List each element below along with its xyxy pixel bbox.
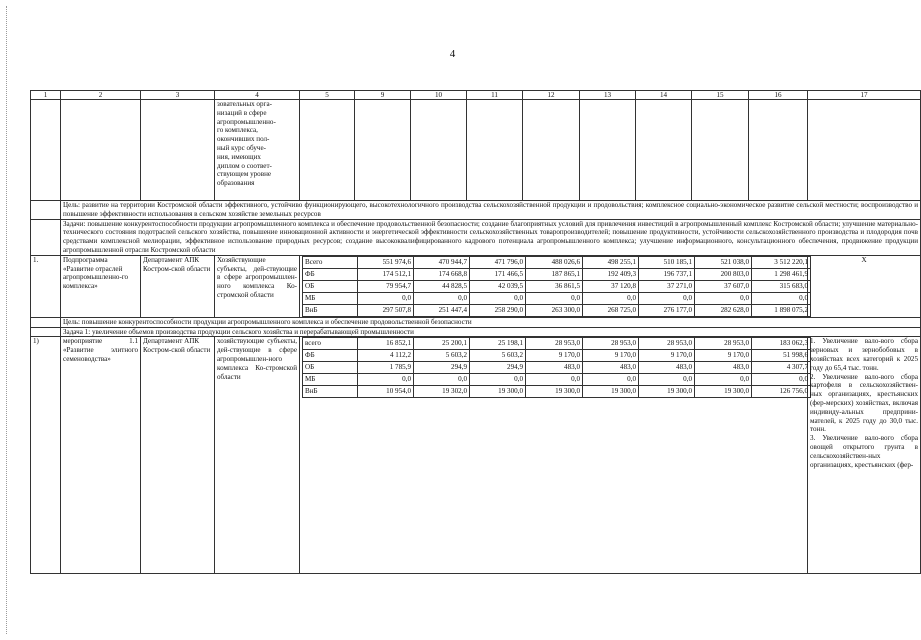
column-number: 13 — [580, 91, 636, 100]
funding-row — [303, 256, 811, 268]
measure-row — [31, 337, 921, 574]
funding-value: 1 785,9 — [358, 362, 414, 374]
funding-value: 551 974,6 — [358, 256, 414, 268]
funding-value: 0,0 — [526, 374, 583, 386]
funding-value: 0,0 — [358, 374, 414, 386]
funding-value: 470 944,7 — [414, 256, 470, 268]
funding-value: 28 953,0 — [583, 338, 639, 350]
funding-value: 294,9 — [470, 362, 526, 374]
subprogram-participants: Хозяйствующие субъекты, дей-ствующие в сфере агропромышлен-ного комплекса Ко-стромской области — [215, 255, 300, 317]
measure-funding-cell — [300, 337, 808, 574]
funding-value: 297 507,8 — [358, 304, 414, 316]
funding-value: 192 409,3 — [583, 268, 639, 280]
funding-value: 183 062,3 — [752, 338, 811, 350]
continued-row — [31, 100, 921, 201]
funding-value: 268 725,0 — [583, 304, 639, 316]
funding-row — [303, 292, 811, 304]
funding-value: 19 300,0 — [639, 386, 695, 398]
tasks-row — [31, 219, 921, 255]
funding-value: 174 512,1 — [358, 268, 414, 280]
funding-value: 276 177,0 — [639, 304, 695, 316]
funding-value: 174 668,8 — [414, 268, 470, 280]
column-number: 16 — [749, 91, 808, 100]
funding-value: 25 200,1 — [414, 338, 470, 350]
funding-value: 19 300,0 — [583, 386, 639, 398]
measure-name: мероприятие 1.1 «Развитие элитного семеноводства» — [61, 337, 141, 574]
funding-source: МБ — [303, 292, 358, 304]
funding-value: 263 300,0 — [526, 304, 583, 316]
funding-value: 5 603,2 — [470, 350, 526, 362]
funding-value: 0,0 — [639, 374, 695, 386]
goal-text: Цель: развитие на территории Костромской области эффективного, устойчиво функционирующего, высокотехнологичного производства сельскохозяйственной продукции и продовольствия; комплексное социально-экономическое развитие сельской местности; воспроизводство и повышение эффективности использования в сельском хозяйстве земельных ресурсов — [61, 201, 921, 220]
column-number: 15 — [692, 91, 749, 100]
funding-source: ФБ — [303, 268, 358, 280]
funding-value: 0,0 — [583, 374, 639, 386]
funding-value: 0,0 — [470, 292, 526, 304]
funding-row — [303, 350, 811, 362]
funding-value: 28 953,0 — [526, 338, 583, 350]
measure-participants: хозяйствующие субъекты, дей-ствующие в сфере агропромышлен-ного комплекса Ко-стромской области — [215, 337, 300, 574]
column-number: 3 — [141, 91, 215, 100]
funding-value: 0,0 — [414, 292, 470, 304]
goal2-row — [31, 317, 921, 327]
scan-edge-line — [6, 6, 7, 634]
funding-value: 488 026,6 — [526, 256, 583, 268]
funding-value: 37 120,8 — [583, 280, 639, 292]
goal-row — [31, 201, 921, 220]
funding-value: 42 039,5 — [470, 280, 526, 292]
funding-value: 16 852,1 — [358, 338, 414, 350]
funding-value: 10 954,0 — [358, 386, 414, 398]
continued-participants-cell: зовательных орга- низаций в сфере агропромышленно- го комплекса, окончивших пол- ный курс обучe- ния, имеющих диплом о соответ- ствующем уровне образования — [215, 100, 300, 201]
funding-source: Всего — [303, 256, 358, 268]
funding-value: 5 603,2 — [414, 350, 470, 362]
funding-source: ФБ — [303, 350, 358, 362]
funding-source: ОБ — [303, 362, 358, 374]
funding-value: 1 898 075,2 — [752, 304, 811, 316]
funding-value: 25 198,1 — [470, 338, 526, 350]
funding-row — [303, 304, 811, 316]
program-table — [30, 90, 921, 574]
funding-value: 200 803,0 — [695, 268, 752, 280]
measure-results: 1. Увеличение вало-вого сбора зерновых и зернобобовых в хозяйствах всех категорий к 2025 году до 65,4 тыс. тонн. 2. Увеличение вало-вого сбора картофеля в сельскохозяйствен-ных организациях, крестьянских (фер-мерских) хозяйствах, включая индивиду-альных предприни-мателей, к 2025 году до 30,0 тыс. тонн. 3. Увеличение вало-вого сбора овощей открытого грунта в сельскохозяйствен-ных организациях, крестьянских (фер- — [808, 337, 921, 574]
funding-value: 44 828,5 — [414, 280, 470, 292]
funding-value: 483,0 — [639, 362, 695, 374]
column-number: 17 — [808, 91, 921, 100]
funding-value: 37 271,0 — [639, 280, 695, 292]
column-number-row — [31, 91, 921, 100]
funding-value: 483,0 — [583, 362, 639, 374]
column-number: 11 — [467, 91, 523, 100]
subprogram-name: Подпрограмма «Развитие отраслей агропромышленно-го комплекса» — [61, 255, 141, 317]
funding-value: 171 466,5 — [470, 268, 526, 280]
column-number: 5 — [300, 91, 355, 100]
funding-source: ВнБ — [303, 386, 358, 398]
funding-value: 187 865,1 — [526, 268, 583, 280]
funding-value: 1 298 461,9 — [752, 268, 811, 280]
funding-value: 521 038,0 — [695, 256, 752, 268]
task1-text: Задача 1: увеличение объемов производства продукции сельского хозяйства и перерабатывающей промышленности — [61, 327, 921, 337]
funding-value: 483,0 — [695, 362, 752, 374]
funding-source: всего — [303, 338, 358, 350]
subprogram-row — [31, 255, 921, 317]
funding-value: 0,0 — [752, 292, 811, 304]
column-number: 12 — [523, 91, 580, 100]
funding-row — [303, 362, 811, 374]
funding-value: 9 170,0 — [695, 350, 752, 362]
funding-value: 36 861,5 — [526, 280, 583, 292]
funding-value: 126 756,0 — [752, 386, 811, 398]
funding-value: 28 953,0 — [639, 338, 695, 350]
funding-source: МБ — [303, 374, 358, 386]
funding-row — [303, 386, 811, 398]
subprogram-executor: Департамент АПК Костром-ской области — [141, 255, 215, 317]
measure-number: 1) — [31, 337, 61, 574]
column-number: 14 — [636, 91, 692, 100]
funding-value: 0,0 — [358, 292, 414, 304]
funding-value: 251 447,4 — [414, 304, 470, 316]
funding-value: 315 683,0 — [752, 280, 811, 292]
funding-value: 196 737,1 — [639, 268, 695, 280]
funding-value: 0,0 — [639, 292, 695, 304]
funding-value: 294,9 — [414, 362, 470, 374]
funding-value: 37 607,0 — [695, 280, 752, 292]
funding-source: ВнБ — [303, 304, 358, 316]
funding-value: 51 998,6 — [752, 350, 811, 362]
funding-row — [303, 374, 811, 386]
funding-value: 282 628,0 — [695, 304, 752, 316]
funding-row — [303, 280, 811, 292]
funding-value: 4 307,7 — [752, 362, 811, 374]
page-number: 4 — [449, 48, 456, 60]
funding-value: 4 112,2 — [358, 350, 414, 362]
column-number: 2 — [61, 91, 141, 100]
tasks-text: Задачи: повышение конкурентоспособности продукции агропромышленного комплекса и обеспечение продовольственной безопасности; создание благоприятных условий для привлечения инвестиций в агропромышленный комплекс Костромской области; улучшение материально-технического состояния подотраслей сельского хозяйства, повышение инновационной активности и энергетической эффективности сельскохозяйственных товаропроизводителей; повышение продуктивности, устойчивости сельскохозяйственного производства и плодородия почв средствами комплексной мелиорации, эффективное использование природных ресурсов; создание высококвалифицированного кадрового потенциала агропромышленного комплекса; улучшение информационного, консультационного обеспечения, продвижение продукции агропромышленной отрасли Костромской области — [61, 219, 921, 255]
funding-value: 79 954,7 — [358, 280, 414, 292]
funding-value: 19 300,0 — [470, 386, 526, 398]
task1-row — [31, 327, 921, 337]
funding-value: 19 300,0 — [526, 386, 583, 398]
funding-value: 0,0 — [526, 292, 583, 304]
column-number: 10 — [411, 91, 467, 100]
funding-value: 28 953,0 — [695, 338, 752, 350]
funding-value: 19 302,0 — [414, 386, 470, 398]
funding-value: 0,0 — [695, 374, 752, 386]
funding-row — [303, 338, 811, 350]
funding-value: 0,0 — [414, 374, 470, 386]
column-number: 4 — [215, 91, 300, 100]
funding-value: 0,0 — [470, 374, 526, 386]
funding-value: 510 185,1 — [639, 256, 695, 268]
goal2-text: Цель: повышение конкурентоспособности продукции агропромышленного комплекса и обеспечение продовольственной безопасности — [61, 317, 921, 327]
funding-value: 3 512 220,1 — [752, 256, 811, 268]
funding-value: 19 300,0 — [695, 386, 752, 398]
funding-value: 258 290,0 — [470, 304, 526, 316]
funding-row — [303, 268, 811, 280]
funding-source: ОБ — [303, 280, 358, 292]
funding-value: 0,0 — [752, 374, 811, 386]
funding-value: 471 796,0 — [470, 256, 526, 268]
subprogram-number: 1. — [31, 255, 61, 317]
measure-executor: Департамент АПК Костром-ской области — [141, 337, 215, 574]
column-number: 9 — [355, 91, 411, 100]
funding-value: 9 170,0 — [526, 350, 583, 362]
column-number: 1 — [31, 91, 61, 100]
funding-value: 9 170,0 — [639, 350, 695, 362]
funding-value: 9 170,0 — [583, 350, 639, 362]
funding-value: 498 255,1 — [583, 256, 639, 268]
subprogram-funding-cell — [300, 255, 808, 317]
funding-value: 0,0 — [583, 292, 639, 304]
subprogram-result: Х — [808, 255, 921, 317]
funding-value: 483,0 — [526, 362, 583, 374]
funding-value: 0,0 — [695, 292, 752, 304]
